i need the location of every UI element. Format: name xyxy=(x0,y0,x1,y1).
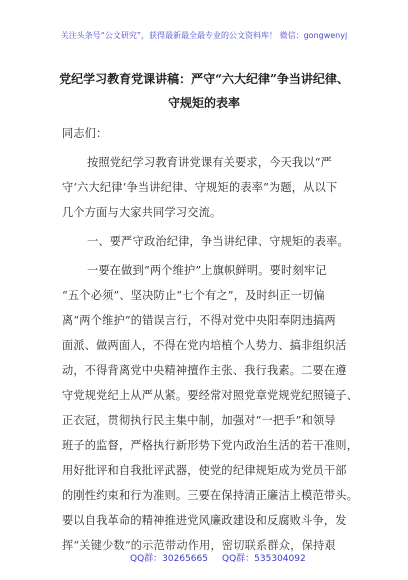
paragraph-line: 几个方面与大家共同学习交流。 xyxy=(62,206,222,219)
paragraph-line: 用好批评和自我批评武器，使党的纪律规矩成为党员干部 xyxy=(62,464,347,477)
salutation: 同志们： xyxy=(62,127,108,140)
paragraph-line: 正衣冠，贯彻执行民主集中制，加强对“一把手”和领导 xyxy=(62,414,336,427)
paragraph-line: 离“两个维护”的错误言行，不得对党中央阳奉阴违搞两 xyxy=(62,314,336,327)
paragraph-line: 一要在做到“两个维护”上旗帜鲜明。要时刻牢记 xyxy=(87,264,327,277)
section-heading: 一、要严守政治纪律，争当讲纪律、守规矩的表率。 xyxy=(87,235,349,248)
paragraph-line: 面派、做两面人，不得在党内培植个人势力、搞非组织活 xyxy=(62,339,347,352)
document-title-line-2: 守规矩的表率 xyxy=(167,96,240,110)
paragraph-line: 守‘六大纪律’争当讲纪律、守规矩的表率”为题，从以下 xyxy=(62,181,338,194)
paragraph-line: 要以自我革命的精神推进党风廉政建设和反腐败斗争，发 xyxy=(62,514,347,527)
paragraph-line: 守党规党纪上从严从紧。要经常对照党章党规党纪照镜子、 xyxy=(62,389,359,402)
paragraph-line: 班子的监督，严格执行新形势下党内政治生活的若干准则， xyxy=(62,439,359,452)
page-header-banner: 关注头条号“公文研究”，获得最新最全最专业的公文资料库！ 微信：gongwenyj xyxy=(60,31,348,40)
paragraph-line: 按照党纪学习教育讲党课有关要求，今天我以“严 xyxy=(87,156,333,169)
paragraph-line: 动，不得背离党中央精神擅作主张、我行我素。二要在遵 xyxy=(62,364,347,377)
document-title-line-1: 党纪学习教育党课讲稿：严守“六大纪律”争当讲纪律、 xyxy=(59,72,349,86)
paragraph-line: “五个必须”、坚决防止“七个有之”，及时纠正一切偏 xyxy=(62,289,325,302)
paragraph-line: 挥“关键少数”的示范带动作用，密切联系群众，保持艰 xyxy=(62,539,336,552)
footer-qq-group-2: QQ群：535304092 xyxy=(222,554,306,564)
footer-qq-group-1: QQ群：30265665 xyxy=(130,554,208,564)
paragraph-line: 的刚性约束和行为准则。三要在保持清正廉洁上模范带头。 xyxy=(62,489,359,502)
